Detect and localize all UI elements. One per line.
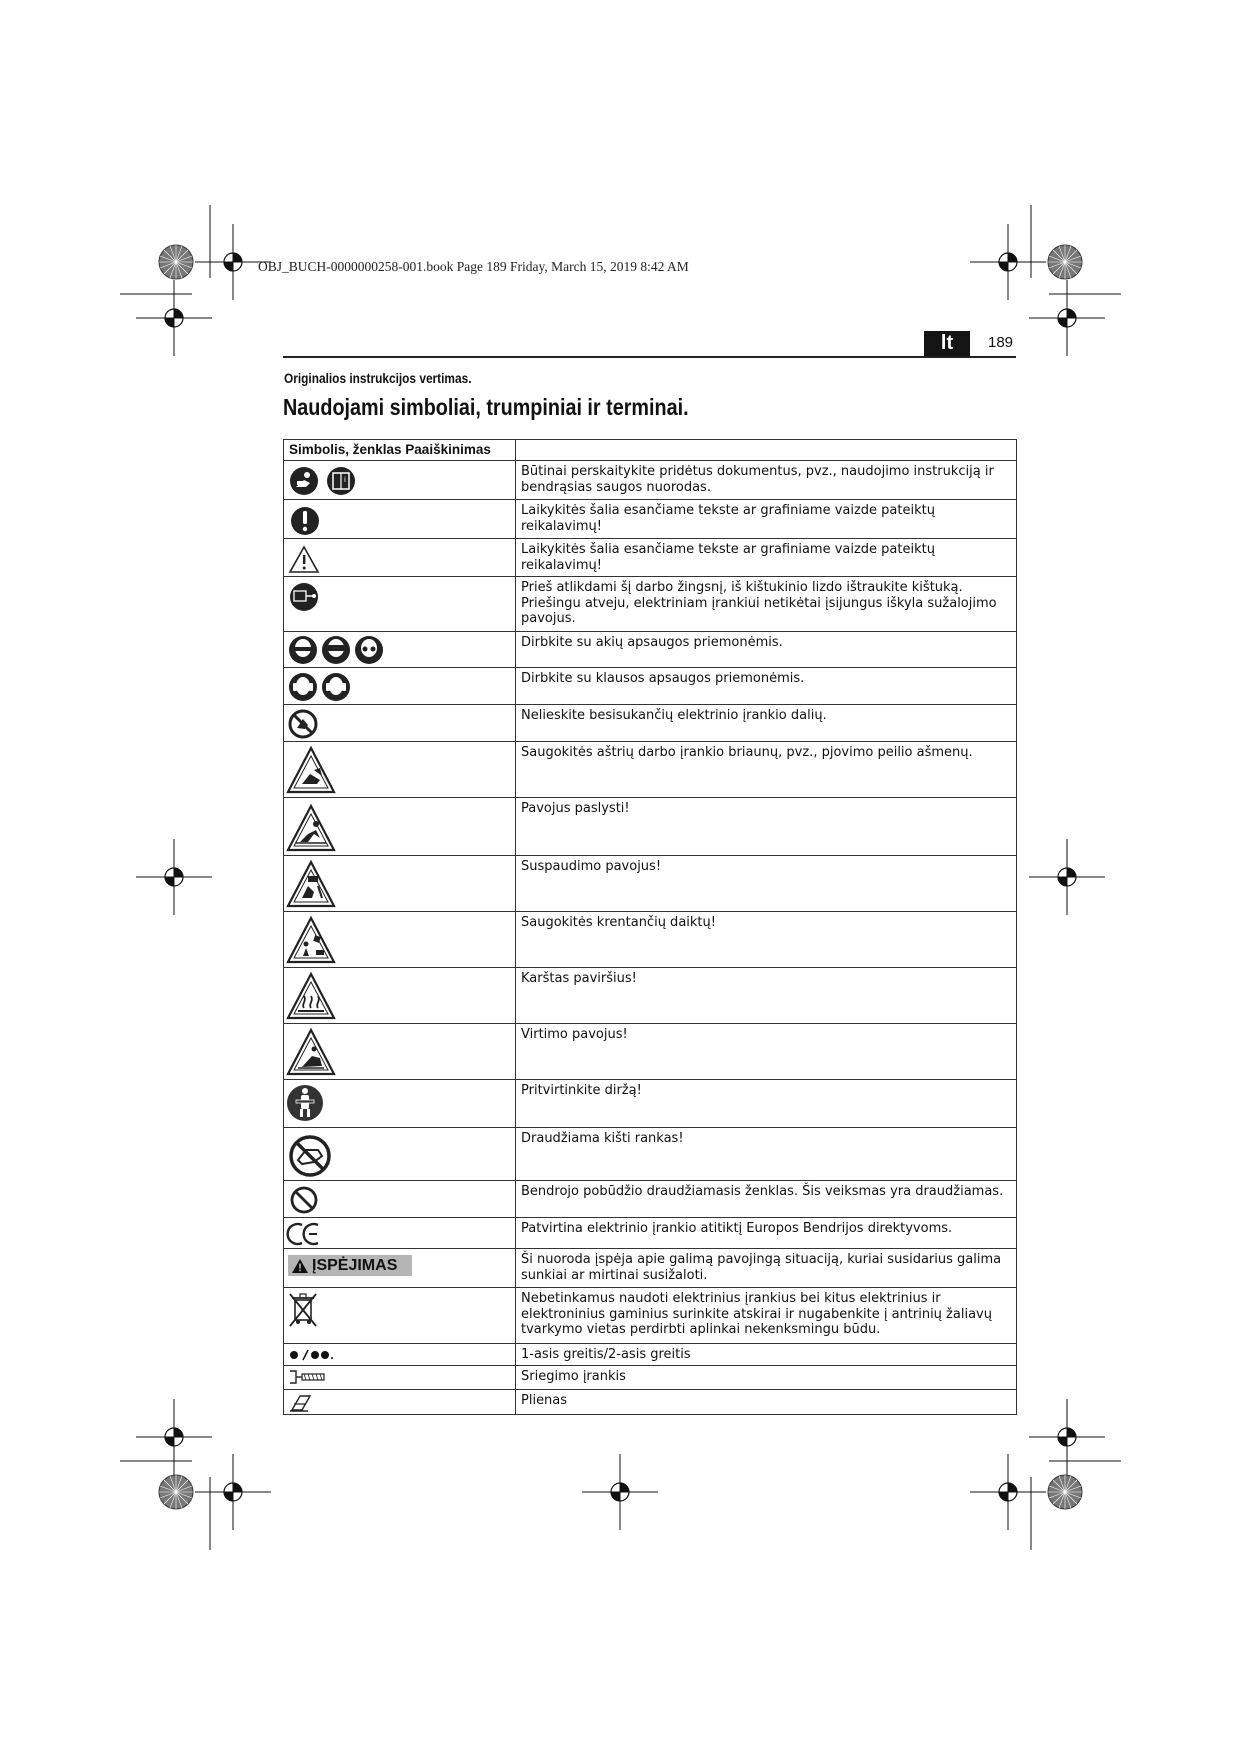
table-row bbox=[284, 1128, 1017, 1181]
subtitle: Originalios instrukcijos vertimas. bbox=[284, 371, 472, 386]
table-row bbox=[284, 912, 1017, 968]
weee-bin-icon bbox=[284, 1288, 334, 1328]
screwdriver-bit-icon bbox=[284, 1366, 344, 1388]
row-description: Būtinai perskaitykite pridėtus dokumentus, pvz., naudojimo instrukciją ir bendrąsias saugos nuorodas. bbox=[516, 461, 1017, 500]
table-row bbox=[284, 1218, 1017, 1249]
table-row bbox=[284, 500, 1017, 539]
table-row bbox=[284, 705, 1017, 742]
table-row bbox=[284, 632, 1017, 668]
page-number: 189 bbox=[988, 334, 1014, 351]
row-description: Karštas paviršius! bbox=[516, 968, 1017, 1024]
no-touch-rotating-icon bbox=[284, 705, 334, 741]
print-info-header: OBJ_BUCH-0000000258-001.book Page 189 Friday, March 15, 2019 8:42 AM bbox=[258, 259, 689, 274]
table-row bbox=[284, 1390, 1017, 1415]
svg-text:i: i bbox=[344, 476, 346, 484]
ce-mark-icon bbox=[284, 1218, 334, 1248]
falling-objects-warning-icon bbox=[284, 912, 344, 966]
no-hands-icon bbox=[284, 1128, 340, 1180]
table-row bbox=[284, 1366, 1017, 1390]
row-description: Nelieskite besisukančių elektrinio įrankio dalių. bbox=[516, 705, 1017, 742]
prohibition-icon bbox=[284, 1181, 334, 1217]
table-header: Simbolis, ženklas Paaiškinimas bbox=[284, 440, 516, 461]
table-header-row bbox=[284, 440, 1017, 461]
eye-protection-icon bbox=[284, 632, 394, 666]
row-description: Virtimo pavojus! bbox=[516, 1024, 1017, 1080]
unplug-icon bbox=[284, 577, 334, 617]
table-row bbox=[284, 968, 1017, 1024]
header-rule bbox=[283, 356, 1016, 358]
table-row bbox=[284, 798, 1017, 856]
table-row bbox=[284, 1181, 1017, 1218]
row-description: Ši nuoroda įspėja apie galimą pavojingą situaciją, kuriai susidarius galima sunkiai ar mirtinai susižaloti. bbox=[516, 1249, 1017, 1288]
slip-warning-icon bbox=[284, 798, 344, 854]
row-description: Suspaudimo pavojus! bbox=[516, 856, 1017, 912]
page-title: Naudojami simboliai, trumpiniai ir terminai. bbox=[283, 394, 689, 420]
row-description: Pavojus paslysti! bbox=[516, 798, 1017, 856]
speed-dots-icon bbox=[284, 1344, 344, 1364]
row-description: 1-asis greitis/2-asis greitis bbox=[516, 1344, 1017, 1366]
warning-triangle-small-icon bbox=[291, 1258, 309, 1274]
table-row bbox=[284, 1344, 1017, 1366]
table-row bbox=[284, 1288, 1017, 1344]
hot-surface-warning-icon bbox=[284, 968, 344, 1022]
table-row bbox=[284, 742, 1017, 798]
table-row bbox=[284, 1080, 1017, 1128]
row-description: Laikykitės šalia esančiame tekste ar grafiniame vaizde pateiktų reikalavimų! bbox=[516, 500, 1017, 539]
row-description: Bendrojo pobūdžio draudžiamasis ženklas. Šis veiksmas yra draudžiamas. bbox=[516, 1181, 1017, 1218]
table-row bbox=[284, 539, 1017, 577]
warning-triangle-icon bbox=[284, 539, 334, 575]
fasten-belt-icon bbox=[284, 1080, 334, 1126]
table-row bbox=[284, 668, 1017, 705]
warning-label-icon bbox=[288, 1255, 412, 1276]
row-description: Dirbkite su klausos apsaugos priemonėmis. bbox=[516, 668, 1017, 705]
row-description: Saugokitės krentančių daiktų! bbox=[516, 912, 1017, 968]
row-description: Draudžiama kišti rankas! bbox=[516, 1128, 1017, 1181]
table-row bbox=[284, 1024, 1017, 1080]
language-tag: lt bbox=[924, 331, 970, 356]
row-description: Prieš atlikdami šį darbo žingsnį, iš kištukinio lizdo ištraukite kištuką. Priešingu atveju, elektriniam įrankiui netikėtai įsijungus iškyla sužalojimo pavojus. bbox=[516, 577, 1017, 632]
table-row bbox=[284, 577, 1017, 632]
steel-material-icon bbox=[284, 1390, 334, 1414]
row-description: Nebetinkamus naudoti elektrinius įrankius bei kitus elektrinius ir elektroninius gaminius surinkite atskirai ir nugabenkite į antrinių žaliavų tvarkymo vietas perdirbti aplinkai nekenksmingu būdu. bbox=[516, 1288, 1017, 1344]
symbols-table bbox=[283, 439, 1017, 1415]
row-description: Pritvirtinkite diržą! bbox=[516, 1080, 1017, 1128]
exclamation-mandatory-icon bbox=[284, 500, 334, 538]
table-header-empty bbox=[516, 440, 1017, 461]
row-description: Sriegimo įrankis bbox=[516, 1366, 1017, 1390]
row-description: Patvirtina elektrinio įrankio atitiktį Europos Bendrijos direktyvoms. bbox=[516, 1218, 1017, 1249]
sharp-edge-warning-icon bbox=[284, 742, 344, 796]
table-row bbox=[284, 1249, 1017, 1288]
warning-label-text: ĮSPĖJIMAS bbox=[312, 1256, 398, 1274]
crush-warning-icon bbox=[284, 856, 344, 910]
row-description: Laikykitės šalia esančiame tekste ar grafiniame vaizde pateiktų reikalavimų! bbox=[516, 539, 1017, 577]
read-manual-icon bbox=[284, 461, 364, 497]
row-description: Dirbkite su akių apsaugos priemonėmis. bbox=[516, 632, 1017, 668]
row-description: Plienas bbox=[516, 1390, 1017, 1415]
table-row bbox=[284, 856, 1017, 912]
ear-protection-icon bbox=[284, 668, 364, 704]
row-description: Saugokitės aštrių darbo įrankio briaunų, pvz., pjovimo peilio ašmenų. bbox=[516, 742, 1017, 798]
table-row bbox=[284, 461, 1017, 500]
tipping-warning-icon bbox=[284, 1024, 344, 1078]
